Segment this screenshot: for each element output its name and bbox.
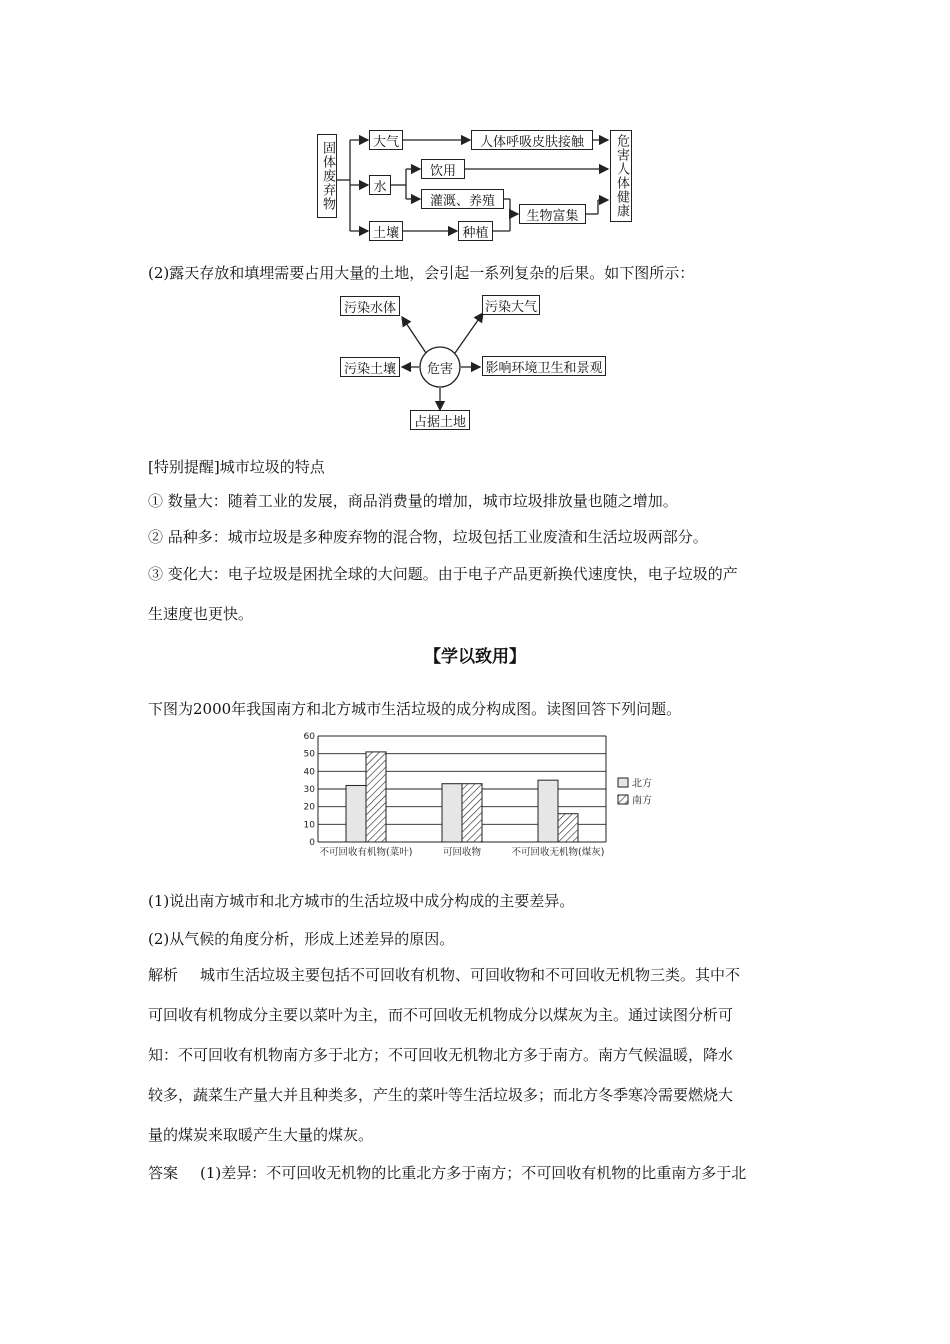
y-tick-label: 20 <box>303 802 315 813</box>
para-open-storage: (2)露天存放和填埋需要占用大量的土地，会引起一系列复杂的后果。如下图所示： <box>148 264 695 282</box>
legend-label: 北方 <box>632 778 652 790</box>
tips-item-2: ② 品种多：城市垃圾是多种废弃物的混合物，垃圾包括工业废渣和生活垃圾两部分。 <box>148 528 708 546</box>
flow-node-breathing: 人体呼吸皮肤接触 <box>471 130 593 150</box>
analysis-line-5: 量的煤炭来取暖产生大量的煤灰。 <box>148 1126 374 1144</box>
question-1: (1)说出南方城市和北方城市的生活垃圾中成分构成的主要差异。 <box>148 892 575 910</box>
flow-node-water: 水 <box>369 175 391 195</box>
radial-node-air: 污染大气 <box>482 295 540 315</box>
flow-node-planting: 种植 <box>458 221 493 241</box>
bar-north <box>442 784 462 842</box>
analysis-label: 解析 <box>148 966 179 984</box>
y-tick-label: 30 <box>303 785 315 795</box>
flow-node-irrigation: 灌溉、养殖 <box>421 189 504 209</box>
chart-intro: 下图为2000年我国南方和北方城市生活垃圾的成分构成图。读图回答下列问题。 <box>148 700 682 718</box>
flow-node-air: 大气 <box>369 130 403 150</box>
analysis-line-2: 可回收有机物成分主要以菜叶为主，而不可回收无机物成分以煤灰为主。通过读图分析可 <box>148 1006 734 1024</box>
y-tick-label: 10 <box>303 820 315 831</box>
radial-center-label: 危害 <box>426 362 453 377</box>
tips-item-3-line-2: 生速度也更快。 <box>148 605 254 623</box>
analysis-text-1: 城市生活垃圾主要包括不可回收有机物、可回收物和不可回收无机物三类。其中不 <box>200 966 741 984</box>
legend-swatch <box>618 795 628 804</box>
answer-text-1: (1)差异：不可回收无机物的比重北方多于南方；不可回收有机物的比重南方多于北 <box>200 1164 747 1182</box>
radial-connectors <box>0 285 950 435</box>
flow-node-bio-enrichment: 生物富集 <box>519 204 586 224</box>
flow-node-health-hazard: 危害人体健康 <box>610 130 632 222</box>
y-tick-label: 50 <box>303 749 315 760</box>
radial-node-scenery: 影响环境卫生和景观 <box>482 356 606 376</box>
tips-title: [特别提醒]城市垃圾的特点 <box>148 458 325 476</box>
x-tick-label: 不可回收无机物(煤灰) <box>511 847 605 858</box>
bar-north <box>538 780 558 842</box>
x-tick-label: 可回收物 <box>442 847 482 858</box>
garbage-composition-chart <box>290 728 660 862</box>
legend-swatch <box>618 778 628 787</box>
analysis-line-1 <box>148 964 808 985</box>
tips-item-1: ① 数量大：随着工业的发展，商品消费量的增加，城市垃圾排放量也随之增加。 <box>148 492 678 510</box>
legend-label: 南方 <box>632 795 652 807</box>
tips-item-3-line-1: ③ 变化大：电子垃圾是困扰全球的大问题。由于电子产品更新换代速度快，电子垃圾的产 <box>148 565 738 583</box>
question-2: (2)从气候的角度分析，形成上述差异的原因。 <box>148 930 455 948</box>
y-tick-label: 60 <box>303 732 315 742</box>
flow-node-soil: 土壤 <box>369 221 403 241</box>
y-tick-label: 0 <box>309 838 315 848</box>
bar-south <box>558 814 578 842</box>
answer-label: 答案 <box>148 1164 179 1182</box>
radial-node-land: 占据土地 <box>410 410 470 430</box>
analysis-line-3: 知：不可回收有机物南方多于北方；不可回收无机物北方多于南方。南方气候温暖，降水 <box>148 1046 734 1064</box>
section-heading: 【学以致用】 <box>424 647 526 667</box>
radial-node-water: 污染水体 <box>340 296 400 316</box>
bar-south <box>366 752 386 842</box>
flow-node-drinking: 饮用 <box>421 159 465 179</box>
y-tick-label: 40 <box>303 767 315 778</box>
radial-node-soil: 污染土壤 <box>340 357 400 377</box>
bar-north <box>346 785 366 842</box>
x-tick-label: 不可回收有机物(菜叶) <box>319 847 413 858</box>
answer-line-1 <box>148 1162 808 1183</box>
analysis-line-4: 较多，蔬菜生产量大并且种类多，产生的菜叶等生活垃圾多；而北方冬季寒冷需要燃烧大 <box>148 1086 734 1104</box>
bar-south <box>462 784 482 842</box>
flow-node-solid-waste: 固体废弃物 <box>317 134 337 218</box>
